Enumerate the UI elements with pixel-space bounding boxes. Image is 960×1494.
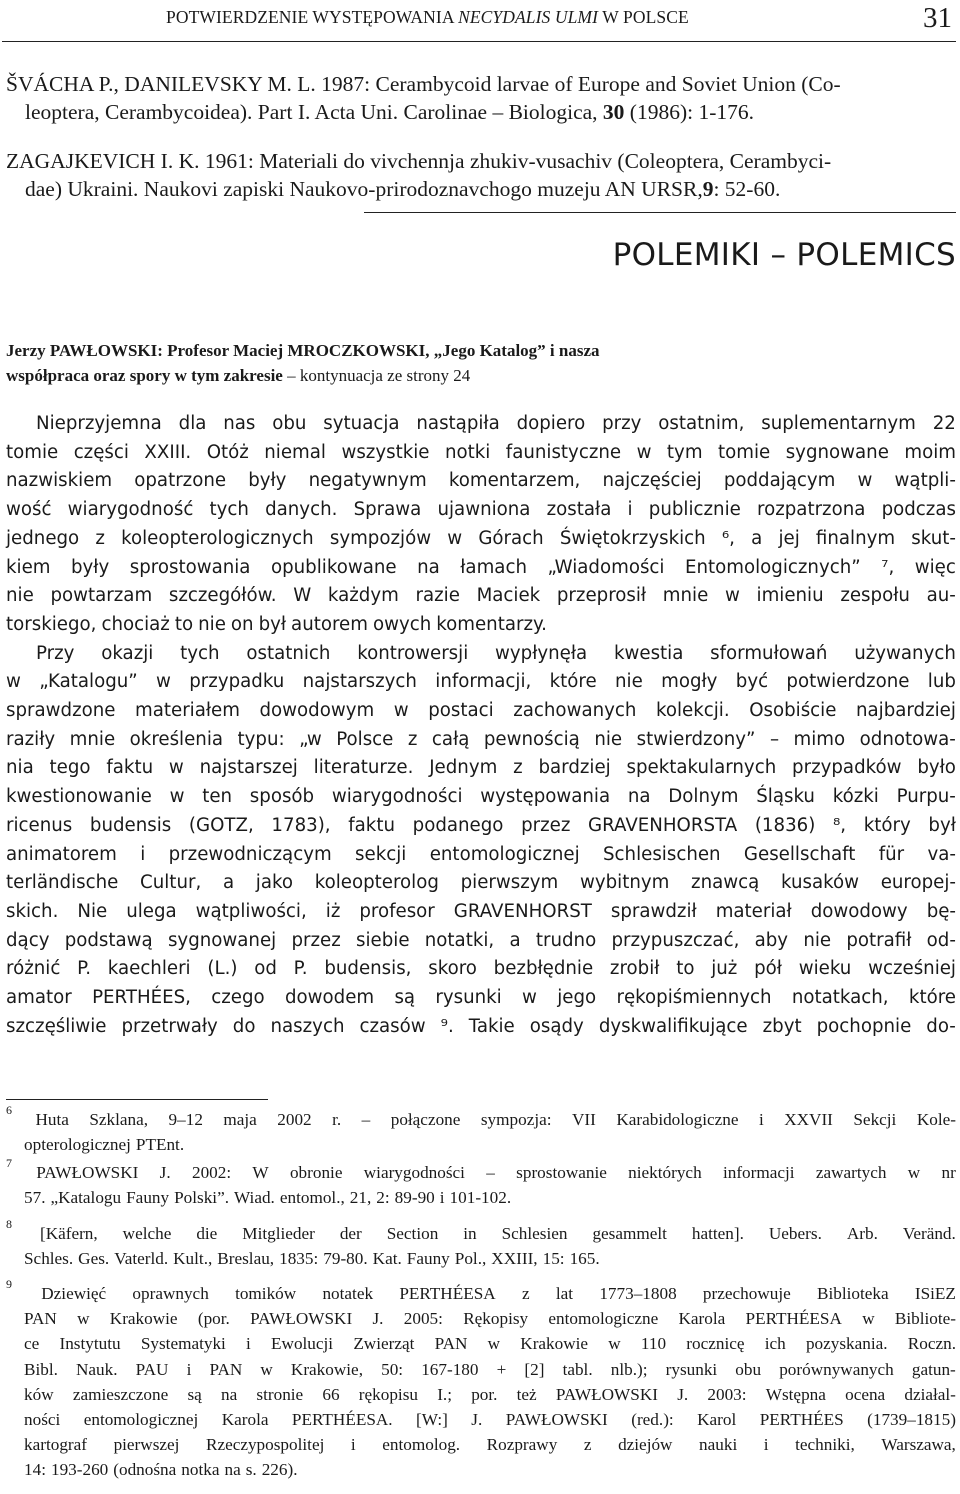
reference-volume: 9 [702,177,714,201]
footnote-line: Schles. Ges. Vaterld. Kult., Breslau, 1835: 79-80. Kat. Fauny Pol., XXIII, 15: 165. [24,1249,600,1269]
footnote-mark: 7 [6,1156,12,1170]
body-line: w „Katalogu” w przypadku najstarszych informacji, które nie mogły być potwierdzone lub [6,671,956,693]
reference-text: : 52-60. [713,177,781,201]
reference-line: ŠVÁCHA P., DANILEVSKY M. L. 1987: Cerambycoid larvae of Europe and Soviet Union (Co- [6,72,841,96]
footnote-line: 14: 193-260 (odnośna notka na s. 226). [24,1460,298,1480]
header-rule [2,41,956,42]
article-heading [6,338,600,388]
footnote-line: ków zamieszczone są na stronie 66 rękopisu I.; por. też PAWŁOWSKI J. 2003: Wstępna ocena działal- [24,1384,956,1404]
running-header-text: POTWIERDZENIE WYSTĘPOWANIA [166,7,454,27]
footnote-mark: 8 [6,1217,12,1231]
article-heading-line [6,363,600,388]
reference-text: leoptera, Cerambycoidea). Part I. Acta Uni. Carolinae – Biologica, [25,100,598,124]
body-line: ricenus budensis (GOTZ, 1783), faktu podanego przez GRAVENHORSTA (1836) ⁸, który był [6,814,956,836]
body-line: jednego z koleopterologicznych sympozjów w Górach Świętokrzyskich ⁶, a jej finalnym skut- [6,527,956,549]
reference-volume: 30 [602,100,625,124]
footnote-line: ce Instytutu Systematyki i Ewolucji Zwierząt PAN w Krakowie w 110 rocznicę ich pozyskania. Roczn. [24,1334,956,1354]
footnote-line: PAN w Krakowie (por. PAWŁOWSKI J. 2005: Rękopisy entomologiczne Karola PERTHÉESA w Bibliote- [24,1309,956,1329]
article-heading-continuation: – kontynuacja ze strony 24 [287,366,471,385]
section-rule [364,212,956,213]
reference-line [6,175,831,203]
footnote-line: opterologicznej PTEnt. [24,1135,185,1155]
page-number: 31 [923,2,952,34]
body-line: kiem były sprostowania opublikowane na łamach „Wiadomości Entomologicznych” ⁷, więc [6,556,956,578]
footnote-mark: 6 [6,1103,12,1117]
body-line: nazwiskiem opatrzone były negatywnym komentarzem, najczęściej poddającym w wątpli- [6,470,956,492]
body-line: Nieprzyjemna dla nas obu sytuacja nastąpiła dopiero przy ostatnim, suplementarnym 22 [36,413,956,434]
body-line: raziły mnie określenia typu: „w Polsce z całą pewnością nie stwierdzony” – mimo odnotowa- [6,728,956,750]
reference-text: dae) Ukraini. Naukovi zapiski Naukovo-prirodoznavchogo muzeju AN URSR, [25,177,703,201]
footnote-line: 6 Huta Szklana, 9–12 maja 2002 r. – połączone sympozja: VII Karabidologiczne i XXVII Sekcji Kole- [6,1110,956,1134]
running-header [166,7,689,28]
reference-svacha [6,70,841,126]
body-line: amator PERTHÉES, czego dowodem są rysunki w jego rękopiśmiennych notatkach, które [6,987,956,1008]
body-line: animatorem i przewodniczącym sekcji entomologicznej Schlesischen Gesellschaft für va- [6,843,956,865]
reference-line: ZAGAJKEVICH I. K. 1961: Materiali do vivchennja zhukiv-vusachiv (Coleoptera, Cerambyci- [6,149,832,173]
body-line: tomie części XXIII. Otóż niemal wszystkie notki faunistyczne w tym tomie sygnowane moim [6,441,956,463]
reference-line [6,98,841,126]
body-line: nia tego faktu w najstarszej literaturze. Jednym z bardziej spektakularnych przypadków było [6,757,956,779]
footnote-line: 8 [Käfern, welche die Mitglieder der Section in Schlesien gesammelt hatten]. Uebers. Arb. Veränd. [6,1224,956,1248]
body-line: skich. Nie ulega wątpliwości, iż profesor GRAVENHORST sprawdził materiał dowodowy bę- [6,900,956,922]
running-header-species: NECYDALIS ULMI [458,7,599,27]
body-line: nie powtarzam szczegółów. W każdym razie Maciek przeprosił mnie w imieniu zespołu au- [6,585,956,607]
article-heading-line: Jerzy PAWŁOWSKI: Profesor Maciej MROCZKOWSKI, „Jego Katalog” i nasza [6,341,600,360]
body-line: terländische Cultur, a jako koleopterolog pierwszym wybitnym znawcą kusaków europej- [6,872,956,894]
reference-text: (1986): 1-176. [629,100,754,124]
footnote-line: Bibl. Nauk. PAU i PAN w Krakowie, 50: 167-180 + [2] tabl. nlb.); rysunki obu porównywanych gatun- [24,1359,956,1379]
body-line: różnić P. kaechleri (L.) od P. budensis, skoro bezbłędnie zrobił to już pół wieku wcześniej [6,958,956,980]
running-header-text-end: W POLSCE [602,7,689,27]
body-line: kwestionowanie w ten sposób wiarygodności występowania na Dolnym Śląsku kózki Purpu- [6,786,956,808]
body-line: dący podstawą sygnowanej przez siebie notatki, a trudno przypuszczać, aby nie potrafił od- [6,929,956,951]
article-heading-title: współpraca oraz spory w tym zakresie [6,366,283,385]
footnote-line: 7 PAWŁOWSKI J. 2002: W obronie wiarygodności – sprostowanie niektórych informacji zawartych w nr [6,1163,956,1187]
footnote-line: 57. „Katalogu Fauny Polski”. Wiad. entomol., 21, 2: 89-90 i 101-102. [24,1188,512,1208]
body-line: szczęśliwie przetrwały do naszych czasów ⁹. Takie osądy dyskwalifikujące zbyt pochopnie do- [6,1015,956,1037]
footnote-rule [6,1099,268,1100]
footnote-mark: 9 [6,1277,12,1291]
body-line: wość wiarygodność tych danych. Sprawa ujawniona została i publicznie rozpatrzona podczas [6,499,956,521]
footnote-line: kartograf pierwszej Rzeczypospolitej i entomolog. Rozprawy z dziejów nauki i techniki, Warszawa, [24,1435,956,1455]
body-line: Przy okazji tych ostatnich kontrowersji wypłynęła kwestia sformułowań używanych [36,642,956,664]
body-line: torskiego, chociaż to nie on był autorem owych komentarzy. [6,613,547,635]
footnote-line: ności entomologicznej Karola PERTHÉESA. [W:] J. PAWŁOWSKI (red.): Karol PERTHÉES (1739–1815) [24,1410,956,1429]
body-line: sprawdzone materiałem dowodowym w postaci zachowanych kolekcji. Osobiście najbardziej [6,700,956,721]
section-title: POLEMIKI – POLEMICS [612,237,956,273]
footnote-line: 9 Dziewięć oprawnych tomików notatek PERTHÉESA z lat 1773–1808 przechowuje Biblioteka ISiEZ [6,1284,956,1308]
reference-zagajkevich [6,147,831,203]
